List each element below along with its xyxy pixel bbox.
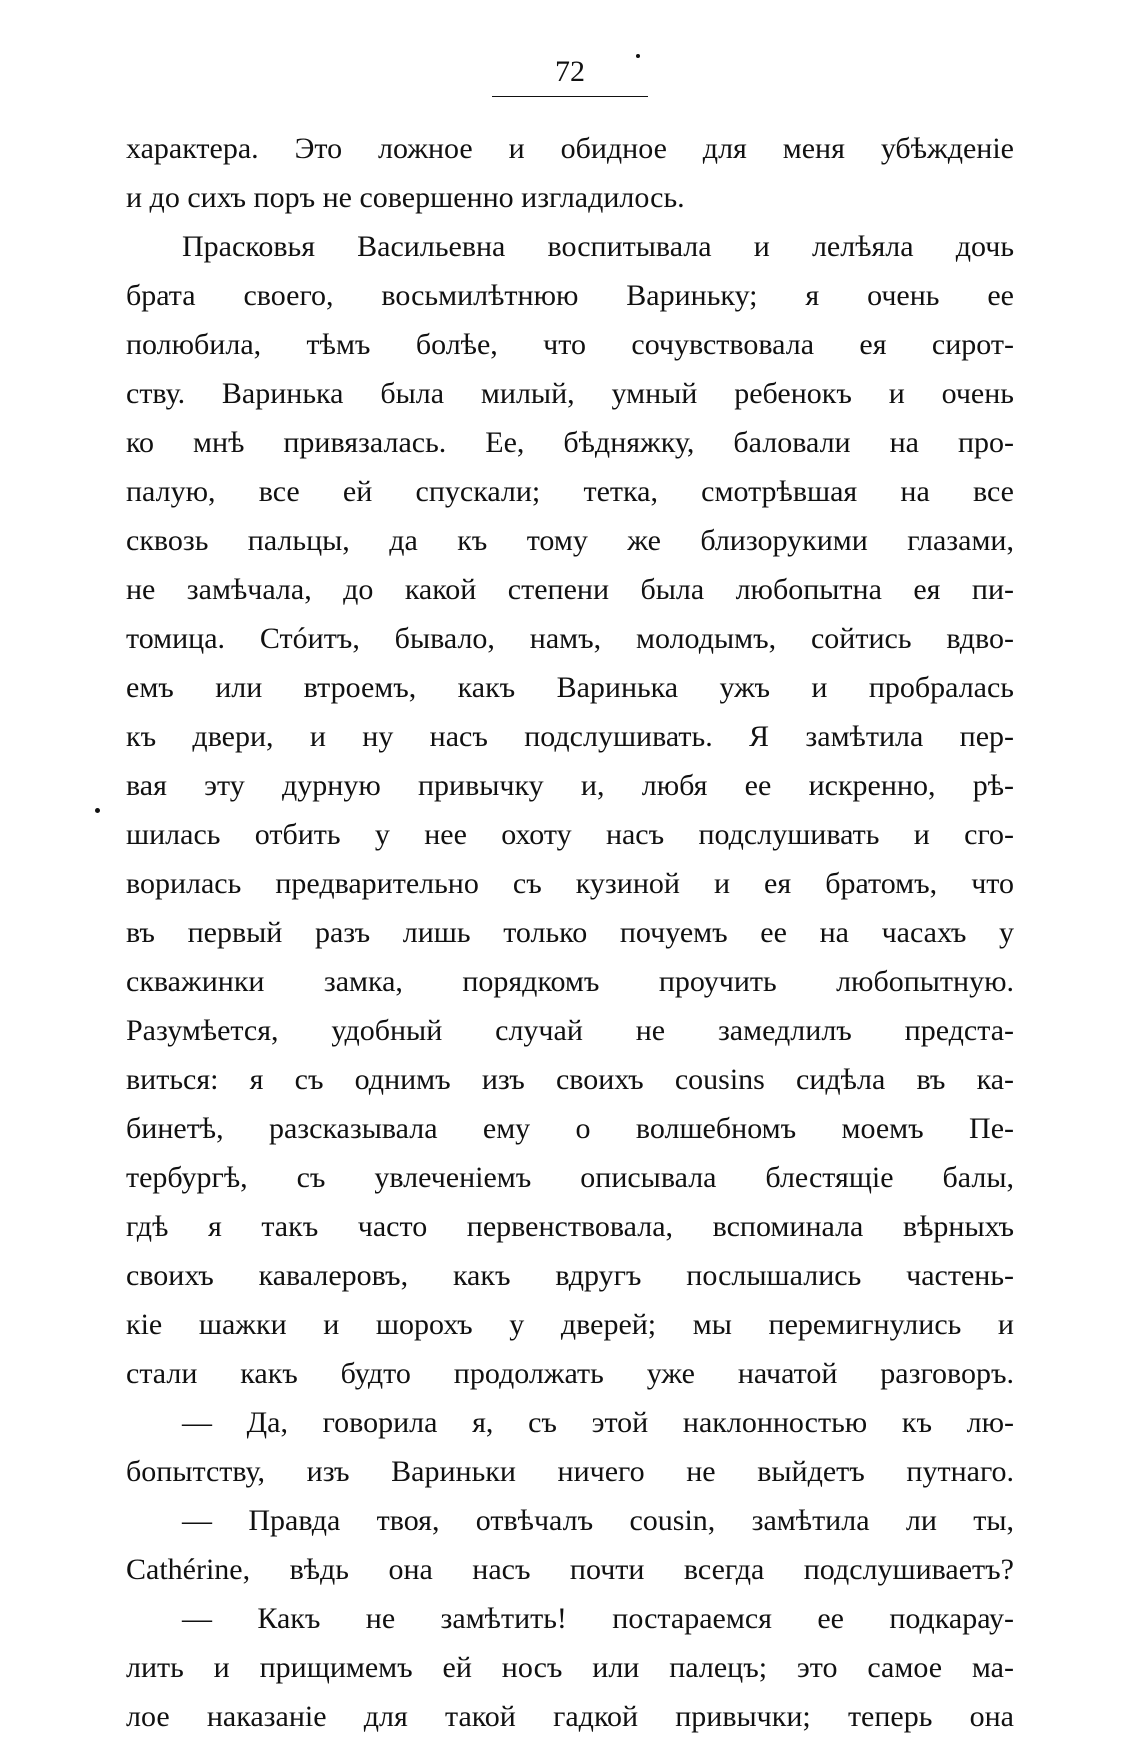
text-line: Cathérine, вѣдь она насъ почти всегда подслушиваетъ? [126, 1553, 1014, 1586]
header-ink-dot [636, 54, 640, 58]
text-line: — Да, говорила я, съ этой наклонностью къ лю- [182, 1406, 1014, 1439]
text-line: лить и прищимемъ ей носъ или палецъ; это самое ма- [126, 1651, 1014, 1684]
text-line: брата своего, восьмилѣтнюю Вариньку; я очень ее [126, 279, 1014, 312]
text-line: и до сихъ поръ не совершенно изгладилось. [126, 181, 685, 214]
text-line: виться: я съ однимъ изъ своихъ cousins сидѣла въ ка- [126, 1063, 1014, 1096]
text-line: лое наказаніе для такой гадкой привычки; теперь она [126, 1700, 1014, 1733]
text-line: — Правда твоя, отвѣчалъ cousin, замѣтила ли ты, [182, 1504, 1014, 1537]
body-text [126, 124, 1014, 1741]
text-line: вая эту дурную привычку и, любя ее искренно, рѣ- [126, 769, 1014, 802]
text-line: ко мнѣ привязалась. Ее, бѣдняжку, баловали на про- [126, 426, 1014, 459]
text-line: не замѣчала, до какой степени была любопытна ея пи- [126, 573, 1014, 606]
header-rule [492, 96, 648, 97]
text-line: въ первый разъ лишь только почуемъ ее на часахъ у [126, 916, 1014, 949]
page-header [0, 46, 1140, 106]
text-line: бопытству, изъ Вариньки ничего не выйдетъ путнаго. [126, 1455, 1014, 1488]
margin-ink-dot [95, 808, 100, 813]
text-line: шилась отбить у нее охоту насъ подслушивать и сго- [126, 818, 1014, 851]
text-line: стали какъ будто продолжать уже начатой разговоръ. [126, 1357, 1014, 1390]
text-line: характера. Это ложное и обидное для меня убѣжденіе [126, 132, 1014, 165]
page-number: 72 [555, 55, 585, 88]
text-line: Разумѣется, удобный случай не замедлилъ предста- [126, 1014, 1014, 1047]
text-line: палую, все ей спускали; тетка, смотрѣвшая на все [126, 475, 1014, 508]
text-line: бинетѣ, разсказывала ему о волшебномъ моемъ Пе- [126, 1112, 1014, 1145]
text-line: гдѣ я такъ часто первенствовала, вспоминала вѣрныхъ [126, 1210, 1014, 1243]
text-line: своихъ кавалеровъ, какъ вдругъ послышались частень- [126, 1259, 1014, 1292]
text-line: емъ или втроемъ, какъ Варинька ужъ и пробралась [126, 671, 1014, 704]
text-line: сквозь пальцы, да къ тому же близорукими глазами, [126, 524, 1014, 557]
text-line: къ двери, и ну насъ подслушивать. Я замѣтила пер- [126, 720, 1014, 753]
text-line: кіе шажки и шорохъ у дверей; мы перемигнулись и [126, 1308, 1014, 1341]
text-line: полюбила, тѣмъ болѣе, что сочувствовала ея сирот- [126, 328, 1014, 361]
text-line: Прасковья Васильевна воспитывала и лелѣяла дочь [182, 230, 1014, 263]
text-line: тербургѣ, съ увлеченіемъ описывала блестящіе балы, [126, 1161, 1014, 1194]
text-line: ству. Варинька была милый, умный ребенокъ и очень [126, 377, 1014, 410]
text-line: ворилась предварительно съ кузиной и ея братомъ, что [126, 867, 1014, 900]
text-line: томица. Стóитъ, бывало, намъ, молодымъ, сойтись вдво- [126, 622, 1014, 655]
text-line: — Какъ не замѣтить! постараемся ее подкарау- [182, 1602, 1014, 1635]
text-line: скважинки замка, порядкомъ проучить любопытную. [126, 965, 1014, 998]
